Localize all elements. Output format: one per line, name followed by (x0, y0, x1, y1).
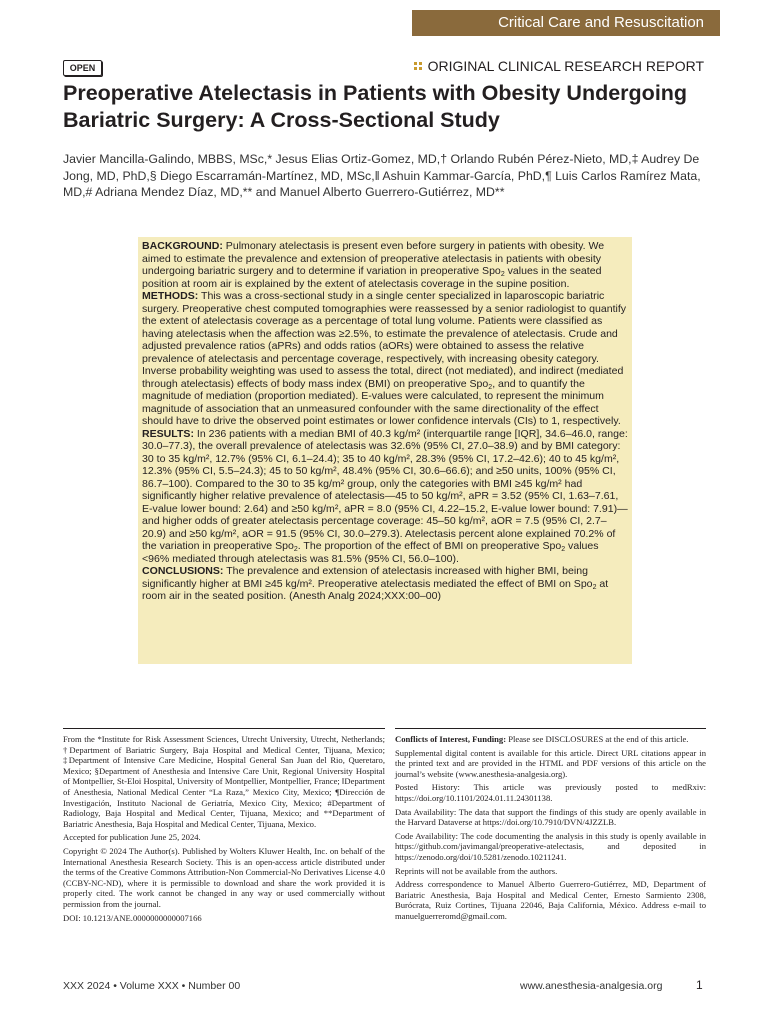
author-list: Javier Mancilla-Galindo, MBBS, MSc,* Jesus Elias Ortiz-Gomez, MD,† Orlando Rubén Pérez-Nieto, MD,‡ Audrey De Jong, MD, PhD,§ Diego Escarramán-Martínez, MD, MSc,‖ Ashuin Kammar-García, PhD,¶ Luis Carlos Ramírez Mata, MD,# Adriana Mendez Díaz, MD,** and Manuel Alberto Guerrero-Gutiérrez, MD** (63, 152, 701, 199)
section-banner: Critical Care and Resuscitation (412, 10, 720, 36)
footnote-divider-left (63, 728, 385, 729)
results-heading: RESULTS: (142, 427, 194, 440)
doi: DOI: 10.1213/ANE.0000000000007166 (63, 912, 202, 923)
background-heading: BACKGROUND: (142, 240, 223, 252)
article-type-label (414, 58, 704, 74)
issue-info: XXX 2024 • Volume XXX • Number 00 (63, 980, 241, 992)
journal-website: www.anesthesia-analgesia.org (520, 980, 663, 992)
footnotes-right-column (395, 734, 706, 925)
data-availability: Data Availability: The data that support the findings of this study are openly available in the Harvard Dataverse at https://doi.org/10.7910/DVN/4JZZLB. (395, 806, 706, 828)
grid-square-icon (414, 62, 422, 70)
open-access-badge: OPEN (63, 60, 102, 76)
abstract-background: BACKGROUND: Pulmonary atelectasis is present even before surgery in patients with obesity. We aimed to estimate the prevalence and extension of preoperative atelectasis in patients with obesity undergoing bariatric surgery and to determine if variation in preoperative Spo$_2$ values in the seated position at room air is explained by the extent of atelectasis coverage in the supine position. (142, 240, 605, 290)
conclusions-heading: CONCLUSIONS: (142, 565, 224, 577)
abstract-results: RESULTS: In 236 patients with a median BMI of 40.3 kg/m² (interquartile range [IQR], 34.6–46.0, range: 30.0–77.3), the overall prevalence of atelectasis was 32.6% (95% CI, 27.0–38.9) and by BMI category: 30 to 35 kg/m², 12.7% (95% CI, 6.1–24.4); 35 to 40 kg/m², 28.3% (95% CI, 17.2–42.6); 40 to 45 kg/m², 12.3% (95% CI, 5.5–24.3); 45 to 50 kg/m², 48.4% (95% CI, 30.6–66.6); and ≥50 units, 100% (95% CI, 86.7–100). Compared to the 30 to 35 kg/m² group, only the categories with BMI ≥45 kg/m² had significantly higher relative prevalence of atelectasis—45 to 50 kg/m², aPR = 3.52 (95% CI, 1.63–7.61, E-value lower bound: 2.64) and ≥50 kg/m², aPR = 8.0 (95% CI, 4.22–15.2, E-value lower bound: 7.91)—and higher odds of greater atelectasis percentage coverage: 45–50 kg/m², aOR = 7.5 (95% CI, 2.7–20.9) and ≥50 kg/m², aOR = 91.5 (95% CI, 30.0–279.3). Atelectasis percent alone explained 70.2% of the variation in preoperative Spo$_2$. The proportion of the effect of BMI on preoperative Spo$_2$ values <96% mediated through atelectasis was 81.5% (95% CI, 56.0–100). (142, 427, 628, 565)
abstract-methods: METHODS: This was a cross-sectional study in a single center specialized in laparoscopic bariatric surgery. Preoperative chest computed tomographies were reassessed by a senior radiologist to quantify the extent of atelectasis coverage as a percentage of total lung volume. Patients were classified as having atelectasis when the affection was ≥2.5%, to estimate the prevalence of atelectasis. Crude and adjusted prevalence ratios (aPRs) and odds ratios (aORs) were obtained to assess the relative prevalence of atelectasis and percentage coverage, respectively, with increasing obesity category. Inverse probability weighting was used to assess the total, direct (not mediated), and indirect (mediated through atelectasis) effects of body mass index (BMI) on preoperative Spo$_2$, and to quantify the magnitude of mediation (proportion mediated). E-values were calculated, to represent the minimum magnitude of association that an unmeasured confounder with the same directionality of the effect should have to drive the observed point estimates or lower confidence intervals (CIs) to 1, respectively. (142, 290, 627, 427)
affiliations: From the *Institute for Risk Assessment Sciences, Utrecht University, Utrecht, Netherlands; †Department of Bariatric Surgery, Baja Hospital and Medical Center, Tijuana, Mexico; ‡Department of Intensive Care Medicine, Hospital General San Juan del Rio, Queretaro, Mexico; §Department of Anesthesia and Intensive Care Unit, Regional University Hospital of Montpellier, St-Eloi Hospital, University of Montpellier, Montpellier, France; ‖Department of Anesthesia, National Medical Center “La Raza,” Mexico City, Mexico; ¶Dirección de Investigación, Instituto Nacional de Geriatría, Mexico City, Mexico; #Department of Radiology, Baja Hospital and Medical Center, Tijuana, Mexico; and **Department of Bariatric Anesthesia, Baja Hospital and Medical Center, Tijuana, Mexico. (63, 734, 385, 829)
page-number: 1 (696, 978, 703, 992)
abstract-box (138, 237, 632, 664)
reprints-note: Reprints will not be available from the authors. (395, 865, 558, 876)
correspondence-address: Address correspondence to Manuel Alberto Guerrero-Gutiérrez, MD, Department of Bariatric Anesthesia, Baja Hospital and Medical Center, Ernesto Sarmiento 2308, Burócrata, Ruiz Cortines, Tijuana 22046, Baja California, México. Address e-mail to manuelguerreromd@gmail.com. (395, 879, 706, 921)
footnote-divider-right (395, 728, 706, 729)
article-type-text: ORIGINAL CLINICAL RESEARCH REPORT (427, 58, 704, 74)
code-availability: Code Availability: The code documenting the analysis in this study is openly available in https://github.com/javimangal/preoperative-atelectasis, and deposited in https://zenodo.org/doi/10.5281/zenodo.10211241. (395, 830, 706, 862)
article-title: Preoperative Atelectasis in Patients with Obesity Undergoing Bariatric Surgery: A Cross-Sectional Study (63, 81, 688, 132)
accepted-date: Accepted for publication June 25, 2024. (63, 832, 201, 843)
supplemental-content: Supplemental digital content is available for this article. Direct URL citations appear in the printed text and are provided in the HTML and PDF versions of this article on the journal’s website (www.anesthesia-analgesia.org). (395, 747, 706, 779)
methods-heading: METHODS: (142, 290, 199, 302)
footnotes-left-column (63, 734, 385, 926)
conflicts-of-interest: Conflicts of Interest, Funding: Please see DISCLOSURES at the end of this article. (395, 734, 689, 744)
abstract-conclusions: CONCLUSIONS: The prevalence and extension of atelectasis increased with higher BMI, being significantly higher at BMI ≥45 kg/m². Preoperative atelectasis mediated the effect of BMI on Spo$_2$ at room air in the seated position. (Anesth Analg 2024;XXX:00–00) (142, 565, 609, 602)
copyright-notice: Copyright © 2024 The Author(s). Published by Wolters Kluwer Health, Inc. on behalf of the International Anesthesia Research Society. This is an open-access article distributed under the terms of the Creative Commons Attribution-Non Commercial-No Derivatives License 4.0 (CCBY-NC-ND), where it is permissible to download and share the work provided it is properly cited. The work cannot be changed in any way or used commercially without permission from the journal. (63, 845, 385, 909)
posted-history: Posted History: This article was previously posted to medRxiv: https://doi.org/10.1101/2024.01.11.24301138. (395, 782, 706, 803)
